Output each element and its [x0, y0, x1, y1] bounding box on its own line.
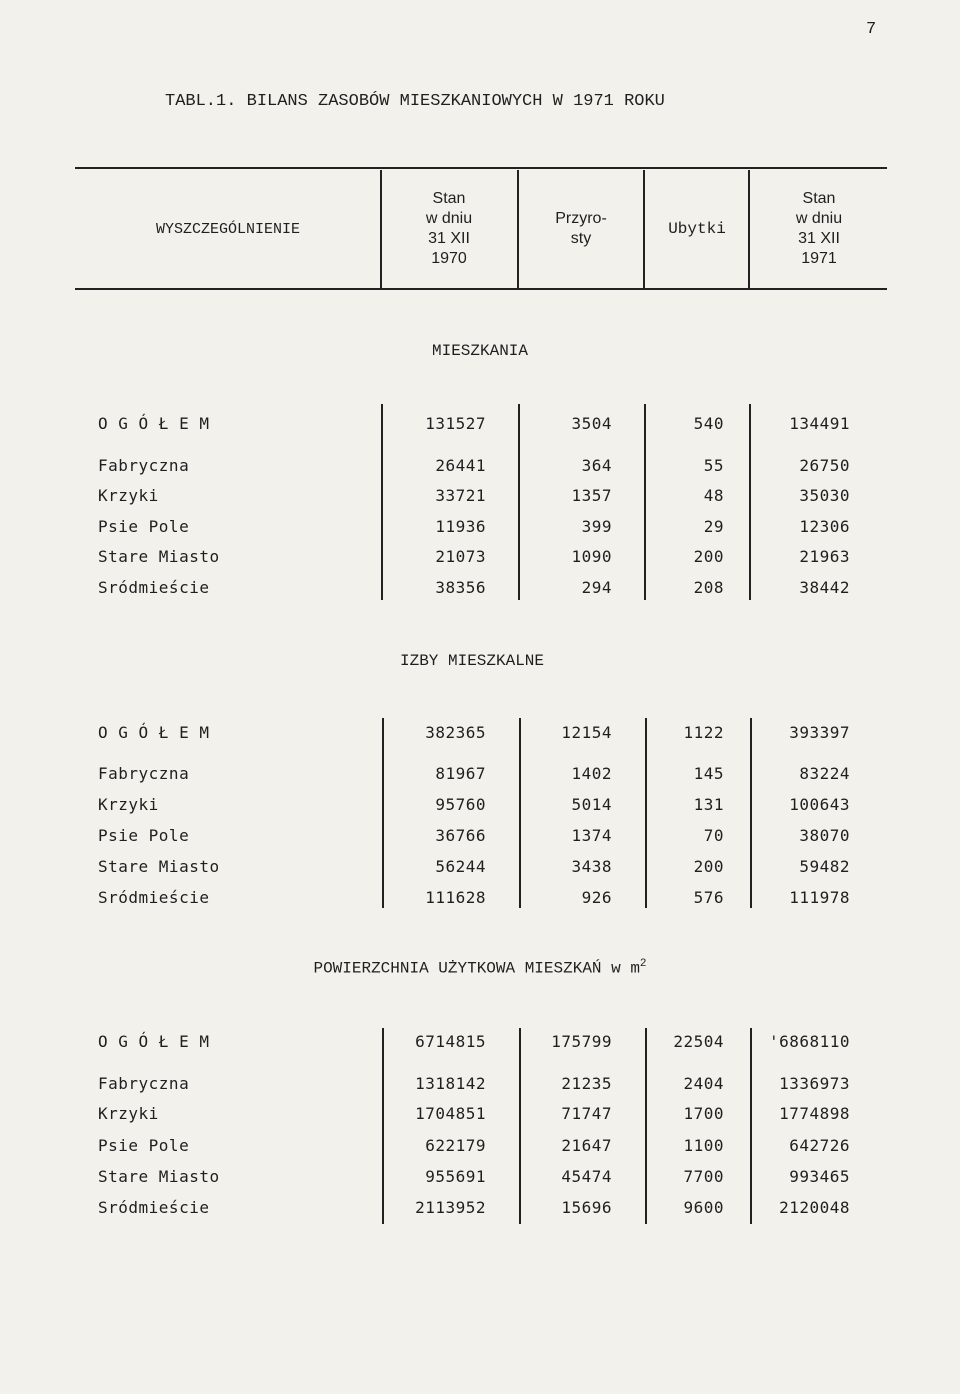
cell-decrease: 1122	[683, 723, 724, 742]
row-label: Sródmieście	[98, 888, 210, 907]
row-label: Psie Pole	[98, 826, 190, 845]
cell-start: 26441	[435, 456, 486, 475]
cell-end: 393397	[789, 723, 850, 742]
cell-increase: 1090	[571, 547, 612, 566]
cell-increase: 175799	[551, 1032, 612, 1051]
row-label: Stare Miasto	[98, 547, 220, 566]
section-title-rooms: IZBY MIESZKALNE	[399, 652, 545, 670]
row-label: Psie Pole	[98, 1136, 190, 1155]
header-end-line: 31 XII	[798, 230, 840, 247]
header-start-line: 31 XII	[428, 230, 470, 247]
cell-end: 35030	[799, 486, 850, 505]
section-title-dwellings: MIESZKANIA	[431, 342, 528, 360]
cell-end: 111978	[789, 888, 850, 907]
cell-end: 83224	[799, 764, 850, 783]
cell-decrease: 2404	[683, 1074, 724, 1093]
header-divider-1	[380, 170, 382, 288]
row-label: Psie Pole	[98, 517, 190, 536]
section-divider	[645, 1028, 647, 1224]
cell-increase: 1374	[571, 826, 612, 845]
cell-start: 38356	[435, 578, 486, 597]
header-start-line: 1970	[431, 250, 467, 267]
cell-decrease: 131	[693, 795, 724, 814]
cell-end: 21963	[799, 547, 850, 566]
header-end-line: w dniu	[795, 210, 843, 227]
section-divider	[381, 404, 383, 600]
header-start-line: Stan	[432, 190, 466, 207]
cell-decrease: 29	[703, 517, 724, 536]
cell-decrease: 200	[693, 547, 724, 566]
row-label: Stare Miasto	[98, 1167, 220, 1186]
cell-end: 38442	[799, 578, 850, 597]
cell-start: 1318142	[415, 1074, 486, 1093]
cell-increase: 926	[581, 888, 612, 907]
header-divider-3	[643, 170, 645, 288]
header-end-line: Stan	[802, 190, 836, 207]
cell-decrease: 576	[693, 888, 724, 907]
cell-end: 1774898	[779, 1104, 850, 1123]
cell-start: 36766	[435, 826, 486, 845]
cell-decrease: 145	[693, 764, 724, 783]
row-label: Krzyki	[98, 1104, 159, 1123]
cell-end: 134491	[789, 414, 850, 433]
cell-decrease: 70	[703, 826, 724, 845]
cell-end: '6868110	[768, 1032, 850, 1051]
page-number: 7	[866, 20, 877, 39]
cell-start: 33721	[435, 486, 486, 505]
cell-start: 81967	[435, 764, 486, 783]
cell-decrease: 1700	[683, 1104, 724, 1123]
header-end-line: 1971	[801, 250, 837, 267]
cell-end: 2120048	[779, 1198, 850, 1217]
cell-start: 21073	[435, 547, 486, 566]
cell-end: 642726	[789, 1136, 850, 1155]
cell-start: 111628	[425, 888, 486, 907]
cell-start: 131527	[425, 414, 486, 433]
row-label: O G Ó Ł E M	[98, 1032, 210, 1051]
section-title-text: POWIERZCHNIA UŻYTKOWA MIESZKAŃ w m	[313, 959, 640, 978]
section-title-superscript: 2	[639, 958, 647, 970]
header-end	[752, 189, 886, 269]
cell-increase: 399	[581, 517, 612, 536]
cell-increase: 21647	[561, 1136, 612, 1155]
cell-start: 955691	[425, 1167, 486, 1186]
cell-increase: 364	[581, 456, 612, 475]
cell-end: 26750	[799, 456, 850, 475]
row-label: Fabryczna	[98, 456, 190, 475]
section-divider	[749, 404, 751, 600]
cell-start: 95760	[435, 795, 486, 814]
cell-end: 100643	[789, 795, 850, 814]
cell-increase: 3438	[571, 857, 612, 876]
cell-start: 2113952	[415, 1198, 486, 1217]
cell-increase: 12154	[561, 723, 612, 742]
header-increase-line: sty	[570, 230, 592, 247]
cell-start: 56244	[435, 857, 486, 876]
cell-decrease: 7700	[683, 1167, 724, 1186]
table-title: TABL.1. BILANS ZASOBÓW MIESZKANIOWYCH W 1971 ROKU	[165, 92, 665, 111]
cell-start: 382365	[425, 723, 486, 742]
header-start-line: w dniu	[425, 210, 473, 227]
cell-decrease: 540	[693, 414, 724, 433]
row-label: Stare Miasto	[98, 857, 220, 876]
cell-decrease: 22504	[673, 1032, 724, 1051]
cell-increase: 21235	[561, 1074, 612, 1093]
row-label: O G Ó Ł E M	[98, 414, 210, 433]
cell-start: 6714815	[415, 1032, 486, 1051]
section-divider	[519, 1028, 521, 1224]
cell-end: 993465	[789, 1167, 850, 1186]
cell-increase: 3504	[571, 414, 612, 433]
row-label: Fabryczna	[98, 1074, 190, 1093]
row-label: Krzyki	[98, 795, 159, 814]
header-increase-line: Przyro-	[555, 210, 607, 227]
cell-decrease: 200	[693, 857, 724, 876]
cell-increase: 294	[581, 578, 612, 597]
cell-end: 1336973	[779, 1074, 850, 1093]
row-label: Krzyki	[98, 486, 159, 505]
header-start	[384, 189, 514, 269]
row-label: O G Ó Ł E M	[98, 723, 210, 742]
row-label: Fabryczna	[98, 764, 190, 783]
cell-decrease: 48	[703, 486, 724, 505]
header-decrease: Ubytki	[668, 220, 726, 238]
cell-decrease: 9600	[683, 1198, 724, 1217]
section-divider	[750, 1028, 752, 1224]
header-divider-2	[517, 170, 519, 288]
cell-end: 38070	[799, 826, 850, 845]
header-label: WYSZCZEGÓLNIENIE	[155, 221, 301, 238]
cell-end: 12306	[799, 517, 850, 536]
header-top-rule	[75, 167, 887, 169]
cell-start: 622179	[425, 1136, 486, 1155]
cell-increase: 71747	[561, 1104, 612, 1123]
row-label: Sródmieście	[98, 1198, 210, 1217]
cell-end: 59482	[799, 857, 850, 876]
cell-increase: 45474	[561, 1167, 612, 1186]
cell-start: 1704851	[415, 1104, 486, 1123]
cell-decrease: 55	[703, 456, 724, 475]
cell-increase: 5014	[571, 795, 612, 814]
section-divider	[382, 1028, 384, 1224]
cell-increase: 1357	[571, 486, 612, 505]
section-title-floor-area	[0, 958, 960, 977]
cell-start: 11936	[435, 517, 486, 536]
section-divider	[382, 718, 384, 908]
header-divider-4	[748, 170, 750, 288]
cell-decrease: 1100	[683, 1136, 724, 1155]
cell-decrease: 208	[693, 578, 724, 597]
cell-increase: 1402	[571, 764, 612, 783]
row-label: Sródmieście	[98, 578, 210, 597]
cell-increase: 15696	[561, 1198, 612, 1217]
header-bottom-rule	[75, 288, 887, 290]
header-increase	[521, 209, 641, 249]
